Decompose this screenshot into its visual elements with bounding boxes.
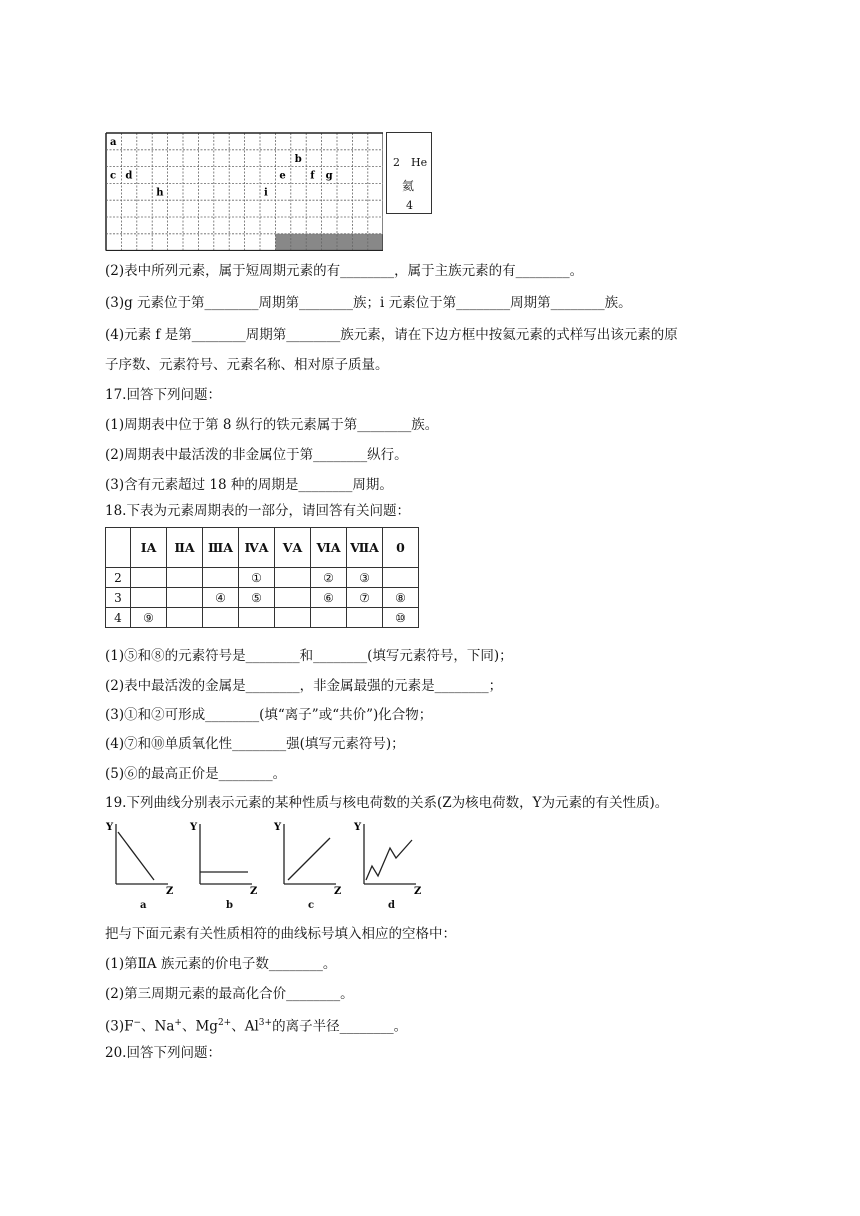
table-header-row <box>106 528 419 568</box>
table-row <box>106 568 419 588</box>
table-header-cell: ⅥA <box>311 528 347 568</box>
curve-x-label: Z <box>166 886 174 897</box>
table-header-cell: ⅠA <box>131 528 167 568</box>
table-cell <box>131 588 167 608</box>
curve-x-label: Z <box>334 886 342 897</box>
grid-element-label: i <box>264 187 268 199</box>
grid-element-label: f <box>310 170 315 182</box>
q19-3-text: 、Na <box>141 1018 175 1035</box>
table-cell: ⑨ <box>131 608 167 628</box>
table-cell: ④ <box>203 588 239 608</box>
he-name: 氦 <box>402 179 415 193</box>
table-header-cell: ⅢA <box>203 528 239 568</box>
curve-x-label: Z <box>414 886 422 897</box>
question-16-4-line1: (4)元素 f 是第________周期第________族元素，请在下边方框中按氦元素的式样写出该元素的原 <box>105 327 678 343</box>
grid-element-label: e <box>279 170 286 182</box>
he-symbol: He <box>411 156 428 169</box>
grid-element-label: a <box>110 137 117 148</box>
q19-3-sup: 3+ <box>258 1018 273 1028</box>
question-19-1: (1)第ⅡA 族元素的价电子数________。 <box>105 956 337 972</box>
question-16-4-line2: 子序数、元素符号、元素名称、相对原子质量。 <box>105 357 389 373</box>
table-cell <box>203 568 239 588</box>
question-17-3: (3)含有元素超过 18 种的周期是________周期。 <box>105 477 393 493</box>
question-18-3: (3)①和②可形成________(填“离子”或“共价”)化合物； <box>105 707 433 723</box>
curve-y-label: Y <box>274 822 282 833</box>
q19-3-sup: − <box>133 1018 142 1028</box>
question-20-title: 20.回答下列问题： <box>105 1045 221 1061</box>
table-cell <box>275 608 311 628</box>
curve-x-label: Z <box>250 886 258 897</box>
q19-3-text: 的离子半径________。 <box>272 1018 408 1035</box>
question-17-2: (2)周期表中最活泼的非金属位于第________纵行。 <box>105 447 408 463</box>
curve-y-label: Y <box>190 822 198 833</box>
table-cell: ③ <box>347 568 383 588</box>
table-cell <box>275 588 311 608</box>
question-17-1: (1)周期表中位于第 8 纵行的铁元素属于第________族。 <box>105 417 439 433</box>
table-header-cell <box>106 528 131 568</box>
curve-c <box>272 820 344 911</box>
he-mass: 4 <box>406 199 413 212</box>
curve-label: a <box>140 900 147 911</box>
curve-a <box>104 820 176 911</box>
periodic-table-grid <box>105 131 383 255</box>
question-17-title: 17.回答下列问题： <box>105 387 221 403</box>
table-header-cell: ⅦA <box>347 528 383 568</box>
he-atomic-number: 2 <box>393 156 400 169</box>
shaded-region <box>275 234 383 251</box>
table-cell <box>275 568 311 588</box>
grid-element-label: b <box>294 153 302 165</box>
curve-label: d <box>388 900 395 911</box>
table-header-cell: 0 <box>383 528 419 568</box>
grid-element-label: d <box>125 170 133 182</box>
table-cell <box>239 608 275 628</box>
table-cell: ⑥ <box>311 588 347 608</box>
table-cell: ⑦ <box>347 588 383 608</box>
question-19-title: 19.下列曲线分别表示元素的某种性质与核电荷数的关系(Z为核电荷数，Y为元素的有关性质)。 <box>105 795 669 811</box>
table-cell: ⑩ <box>383 608 419 628</box>
table-cell: ① <box>239 568 275 588</box>
curve-label: b <box>226 900 233 911</box>
question-18-5: (5)⑥的最高正价是________。 <box>105 766 287 782</box>
grid-element-label: g <box>325 170 333 182</box>
question-16-2: (2)表中所列元素，属于短周期元素的有________，属于主族元素的有________。 <box>105 263 584 279</box>
question-18-table <box>105 527 419 628</box>
helium-sample-card <box>386 132 432 214</box>
question-16-3: (3)g 元素位于第________周期第________族；i 元素位于第________周期第________族。 <box>105 295 632 311</box>
question-18-1: (1)⑤和⑧的元素符号是________和________(填写元素符号，下同)； <box>105 648 513 664</box>
grid-element-label: h <box>156 187 164 199</box>
curve-label: c <box>308 900 315 911</box>
curve-c-plot <box>272 820 344 900</box>
q19-3-text: 、Al <box>231 1018 259 1035</box>
table-header-cell: ⅡA <box>167 528 203 568</box>
table-cell: 4 <box>106 608 131 628</box>
table-cell <box>383 568 419 588</box>
question-18-2: (2)表中最活泼的金属是________，非金属最强的元素是________； <box>105 678 503 694</box>
curve-y-label: Y <box>354 822 362 833</box>
table-cell <box>311 608 347 628</box>
curve-d <box>352 820 424 911</box>
curve-b-plot <box>188 820 260 900</box>
q19-3-sup: 2+ <box>217 1018 232 1028</box>
q19-3-sup: + <box>174 1018 182 1028</box>
table-cell: ⑧ <box>383 588 419 608</box>
question-19-3 <box>105 1014 407 1036</box>
table-cell <box>167 608 203 628</box>
table-cell <box>167 568 203 588</box>
table-cell: ⑤ <box>239 588 275 608</box>
table-header-cell: ⅤA <box>275 528 311 568</box>
table-cell <box>347 608 383 628</box>
q19-3-text: (3)F <box>105 1018 134 1035</box>
table-row <box>106 608 419 628</box>
curve-a-plot <box>104 820 176 900</box>
grid-element-label: c <box>110 170 117 182</box>
table-cell <box>167 588 203 608</box>
table-cell <box>203 608 239 628</box>
curve-b <box>188 820 260 911</box>
table-cell <box>131 568 167 588</box>
question-19-2: (2)第三周期元素的最高化合价________。 <box>105 986 354 1002</box>
question-18-title: 18.下表为元素周期表的一部分，请回答有关问题： <box>105 503 410 519</box>
curve-d-plot <box>352 820 424 900</box>
table-cell: ② <box>311 568 347 588</box>
table-header-cell: ⅣA <box>239 528 275 568</box>
table-cell: 3 <box>106 588 131 608</box>
q19-3-text: 、Mg <box>181 1018 218 1035</box>
table-row <box>106 588 419 608</box>
question-18-4: (4)⑦和⑩单质氧化性________强(填写元素符号)； <box>105 736 405 752</box>
question-19-intro: 把与下面元素有关性质相符的曲线标号填入相应的空格中： <box>105 926 456 942</box>
curve-y-label: Y <box>106 822 114 833</box>
table-cell: 2 <box>106 568 131 588</box>
periodic-grid-svg <box>105 131 383 251</box>
